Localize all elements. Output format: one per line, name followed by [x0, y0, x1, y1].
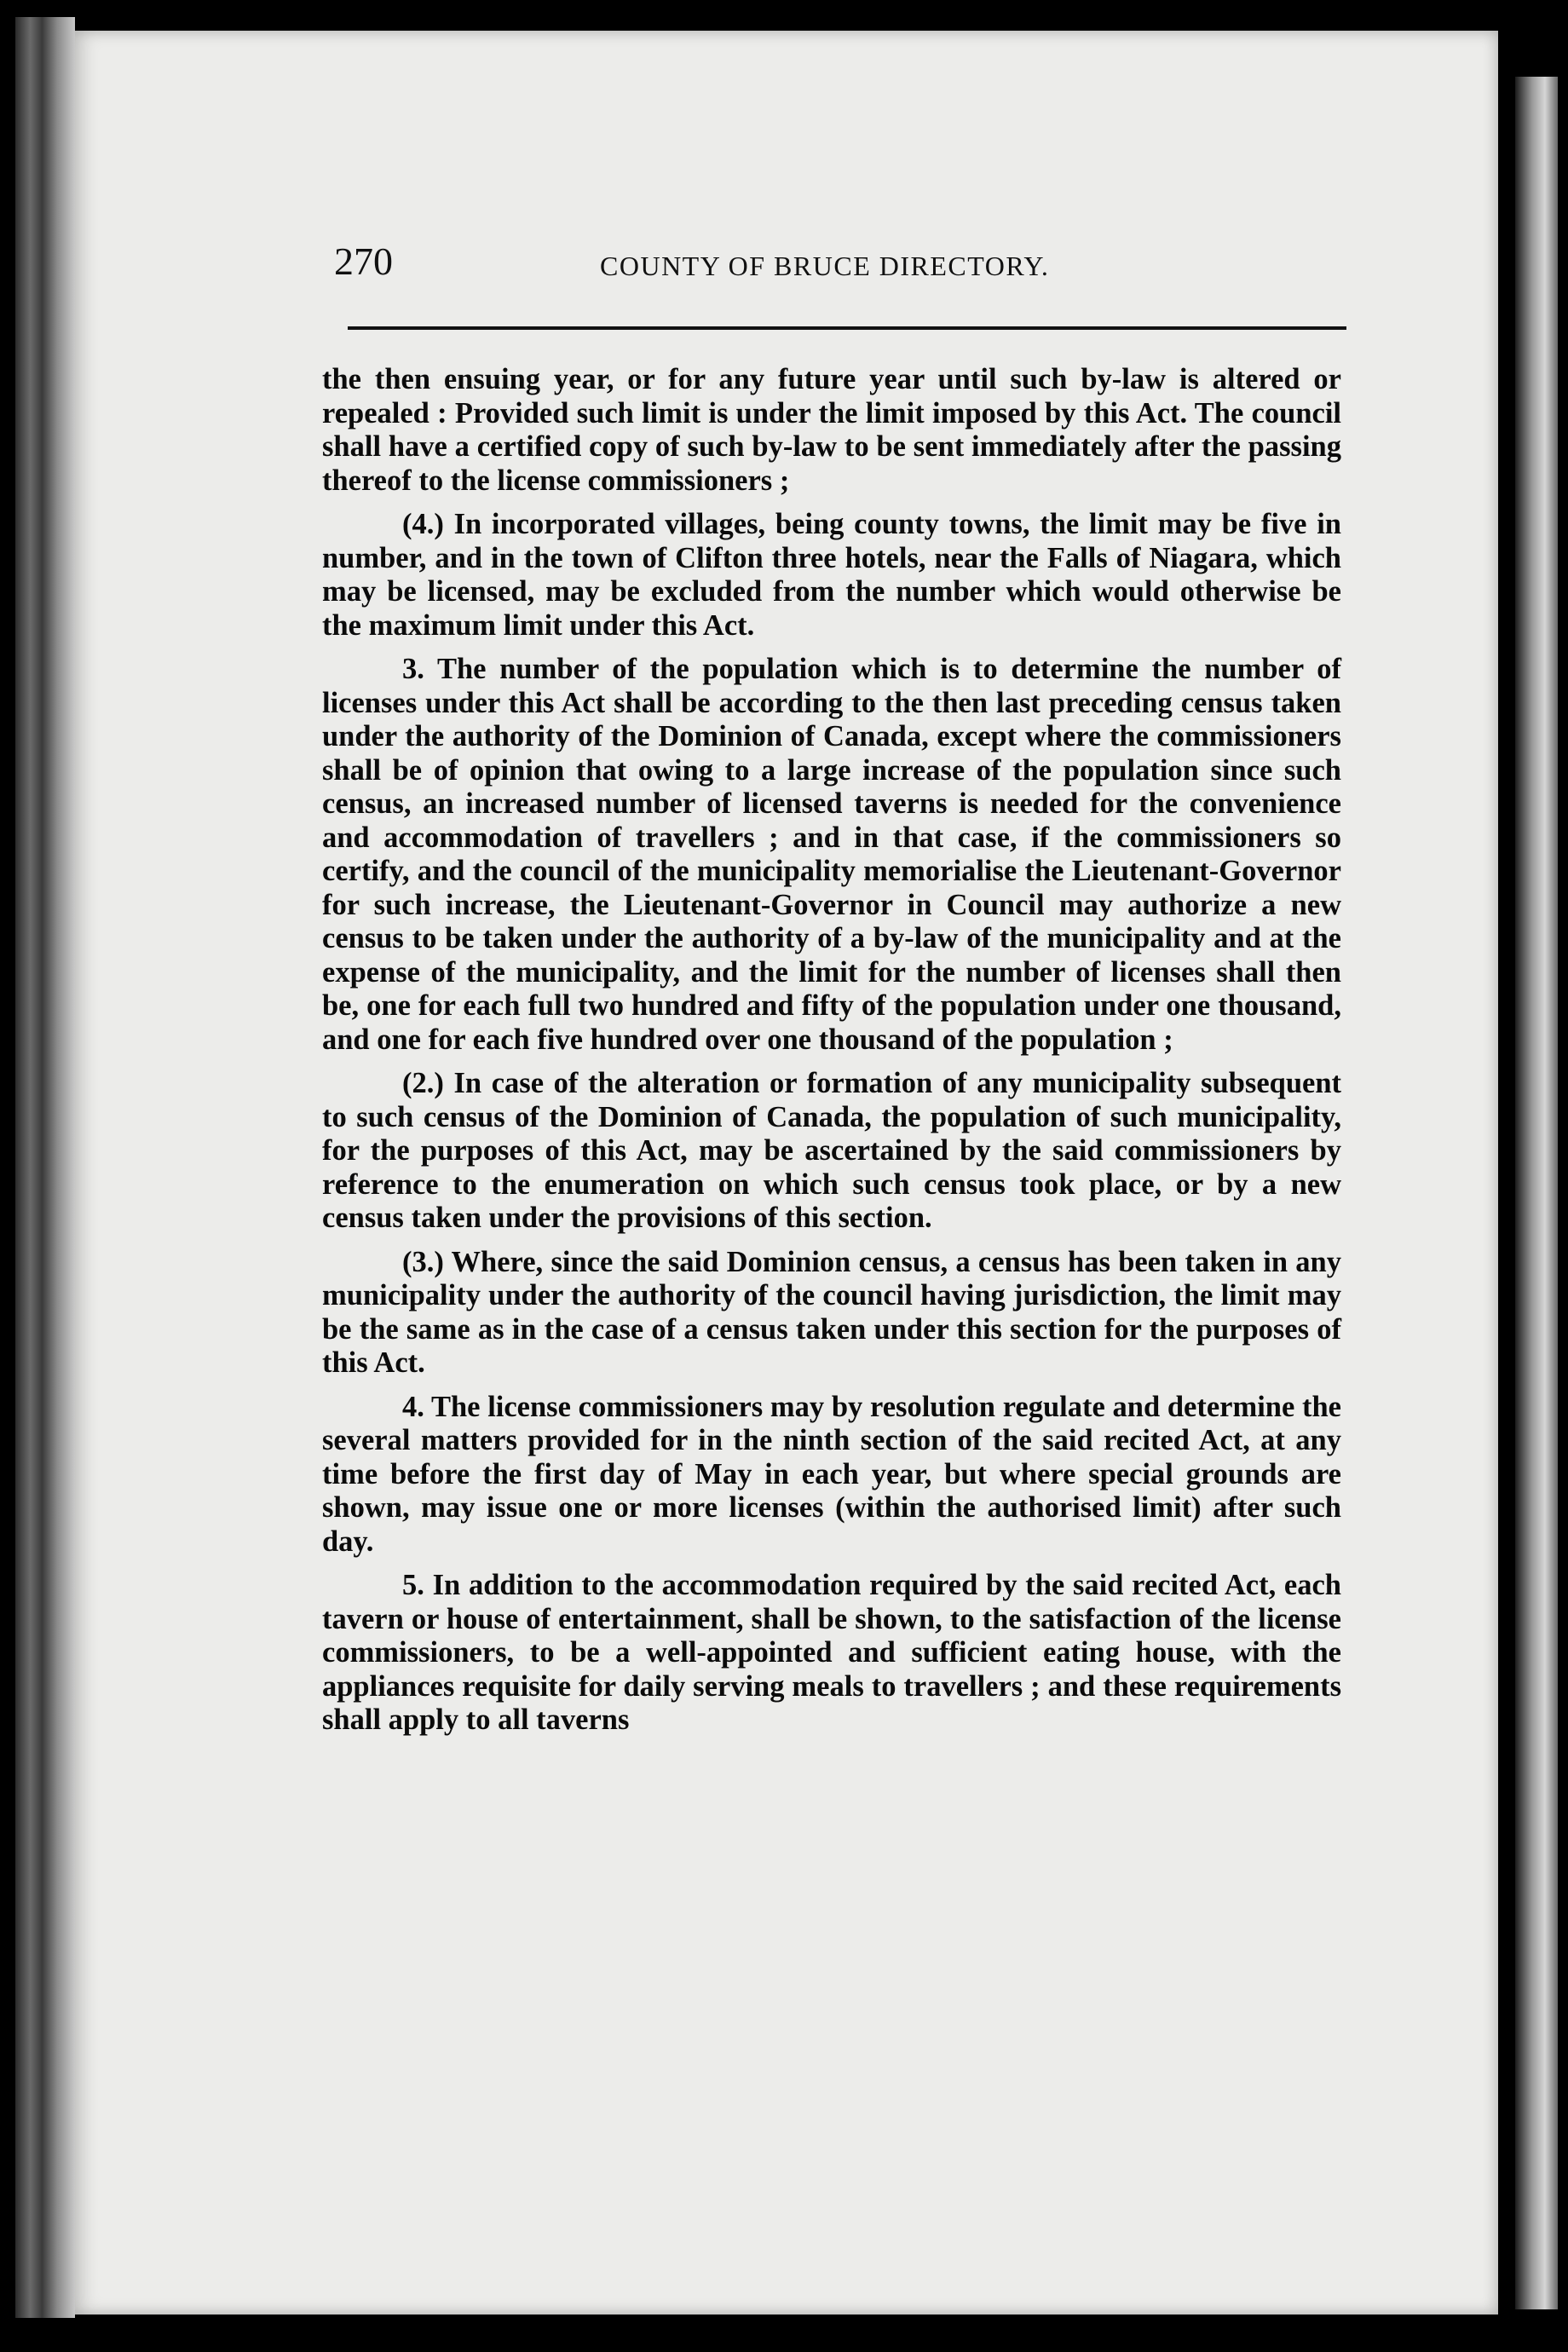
paragraph-subsection-2: (2.) In case of the alteration or formation of any municipality subsequent to such census of the Dominion of Canada, the population of such municipality, for the purposes of this Act, may be ascertained by the said commissioners by reference to the enumeration on which such census took place, or by a new census taken under the provisions of this section. — [322, 1067, 1341, 1234]
header-title: COUNTY OF BRUCE DIRECTORY. — [600, 251, 1050, 281]
paragraph-section-4: 4. The license commissioners may by resolution regulate and determine the several matters provided for in the ninth section of the said recited Act, at any time before the first day of May in each year, but where special grounds are shown, may issue one or more licenses (within the authorised limit) after such day. — [322, 1390, 1341, 1558]
paragraph-subsection-3: (3.) Where, since the said Dominion census, a census has been taken in any municipality under the authority of the council having jurisdiction, the limit may be the same as in the case of a census taken under this section for the purposes of this Act. — [322, 1245, 1341, 1379]
facing-page-edge — [1515, 77, 1558, 2309]
page-number: 270 — [334, 239, 393, 283]
header-rule — [348, 326, 1346, 330]
running-head — [334, 239, 1353, 290]
paragraph-section-3: 3. The number of the population which is to determine the number of licenses under this Act shall be according to the then last preceding census taken under the authority of the Dominion of Canada, except where the commissioners shall be of opinion that owing to a large increase of the population since such census, an increased number of licensed taverns is needed for the convenience and accommodation of travellers ; and in that case, if the commissioners so certify, and the council of the municipality memorialise the Lieutenant-Governor for such increase, the Lieutenant-Governor in Council may authorize a new census to be taken under the authority of a by-law of the municipality and at the expense of the municipality, and the limit for the number of licenses shall then be, one for each full two hundred and fifty of the population under one thousand, and one for each five hundred over one thousand of the population ; — [322, 653, 1341, 1056]
body-text — [322, 363, 1341, 1748]
book-spine-edge — [15, 17, 75, 2318]
paragraph-section-5: 5. In addition to the accommodation required by the said recited Act, each tavern or house of entertainment, shall be shown, to the satisfaction of the license commissioners, to be a well-appointed and sufficient eating house, with the appliances requisite for daily serving meals to travellers ; and these requirements shall apply to all taverns — [322, 1569, 1341, 1736]
paragraph-subsection-4: (4.) In incorporated villages, being county towns, the limit may be five in number, and in the town of Clifton three hotels, near the Falls of Niagara, which may be licensed, may be excluded from the number which would otherwise be the maximum limit under this Act. — [322, 508, 1341, 642]
paragraph-continuation: the then ensuing year, or for any future year until such by-law is altered or repealed : Provided such limit is under the limit imposed by this Act. The council shall have a certified copy of such by-law to be sent immediately after the passing thereof to the license commissioners ; — [322, 363, 1341, 497]
